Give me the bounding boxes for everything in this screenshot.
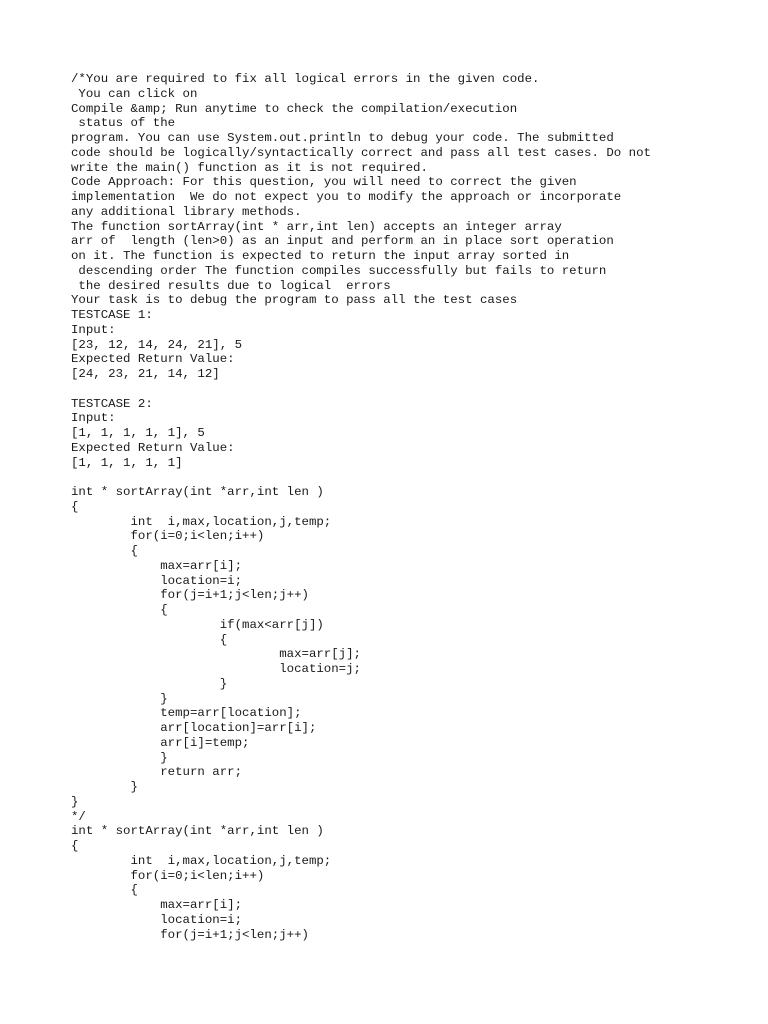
- document-line: You can click on: [71, 86, 198, 101]
- document-line: The function sortArray(int * arr,int len) accepts an integer array: [71, 219, 562, 234]
- document-line: TESTCASE 2:: [71, 396, 153, 411]
- document-line: int * sortArray(int *arr,int len ): [71, 824, 324, 839]
- document-line: /*You are required to fix all logical errors in the given code.: [71, 72, 540, 86]
- document-line: }: [71, 780, 138, 794]
- document-line: [1, 1, 1, 1, 1], 5: [71, 426, 205, 440]
- document-line: arr[location]=arr[i];: [71, 721, 317, 735]
- document-line: max=arr[j];: [71, 647, 361, 662]
- document-line: location=i;: [71, 573, 243, 588]
- document-line: arr of length (len>0) as an input and perform an in place sort operation: [71, 234, 614, 249]
- document-line: descending order The function compiles successfully but fails to return: [71, 263, 607, 278]
- document-line: */: [71, 809, 86, 824]
- document-line: implementation We do not expect you to modify the approach or incorporate: [71, 190, 622, 204]
- document-line: for(j=i+1;j<len;j++): [71, 927, 309, 942]
- document-line: program. You can use System.out.println to debug your code. The submitted: [71, 131, 614, 145]
- document-line: for(i=0;i<len;i++): [71, 529, 265, 544]
- document-line: {: [71, 839, 79, 853]
- document-line: int i,max,location,j,temp;: [71, 514, 332, 529]
- document-line: status of the: [71, 116, 176, 131]
- document-line: [71, 470, 651, 485]
- document-line: Code Approach: For this question, you will need to correct the given: [71, 175, 577, 190]
- document-line: Your task is to debug the program to pass all the test cases: [71, 293, 518, 308]
- document-line: max=arr[i];: [71, 898, 243, 912]
- code-text-block: [71, 72, 651, 942]
- document-line: }: [71, 676, 228, 691]
- document-line: any additional library methods.: [71, 204, 302, 219]
- document-line: {: [71, 603, 168, 617]
- document-line: location=i;: [71, 912, 243, 927]
- document-line: [24, 23, 21, 14, 12]: [71, 367, 220, 381]
- document-line: write the main() function as it is not required.: [71, 160, 428, 175]
- document-line: }: [71, 750, 168, 765]
- document-line: for(i=0;i<len;i++): [71, 868, 265, 883]
- document-line: if(max<arr[j]): [71, 617, 324, 632]
- document-line: }: [71, 794, 79, 809]
- document-line: {: [71, 544, 138, 558]
- document-line: Input:: [71, 411, 116, 426]
- document-line: location=j;: [71, 662, 361, 676]
- document-line: code should be logically/syntactically correct and pass all test cases. Do not: [71, 145, 651, 160]
- document-line: {: [71, 499, 79, 514]
- document-line: arr[i]=temp;: [71, 735, 250, 750]
- document-line: [1, 1, 1, 1, 1]: [71, 455, 183, 470]
- document-line: {: [71, 632, 228, 647]
- document-line: the desired results due to logical errors: [71, 278, 391, 293]
- document-line: [71, 382, 651, 397]
- document-line: Compile &amp; Run anytime to check the compilation/execution: [71, 101, 518, 116]
- document-line: {: [71, 883, 138, 898]
- document-line: return arr;: [71, 765, 243, 780]
- document-line: TESTCASE 1:: [71, 308, 153, 322]
- document-line: [23, 12, 14, 24, 21], 5: [71, 337, 243, 352]
- document-line: on it. The function is expected to return the input array sorted in: [71, 249, 570, 263]
- document-line: for(j=i+1;j<len;j++): [71, 588, 309, 603]
- document-line: int i,max,location,j,temp;: [71, 853, 332, 868]
- document-line: Expected Return Value:: [71, 440, 235, 455]
- document-line: max=arr[i];: [71, 558, 243, 573]
- document-line: Expected Return Value:: [71, 352, 235, 367]
- document-line: Input:: [71, 322, 116, 337]
- document-line: temp=arr[location];: [71, 706, 302, 721]
- document-line: }: [71, 691, 168, 706]
- document-line: int * sortArray(int *arr,int len ): [71, 485, 324, 499]
